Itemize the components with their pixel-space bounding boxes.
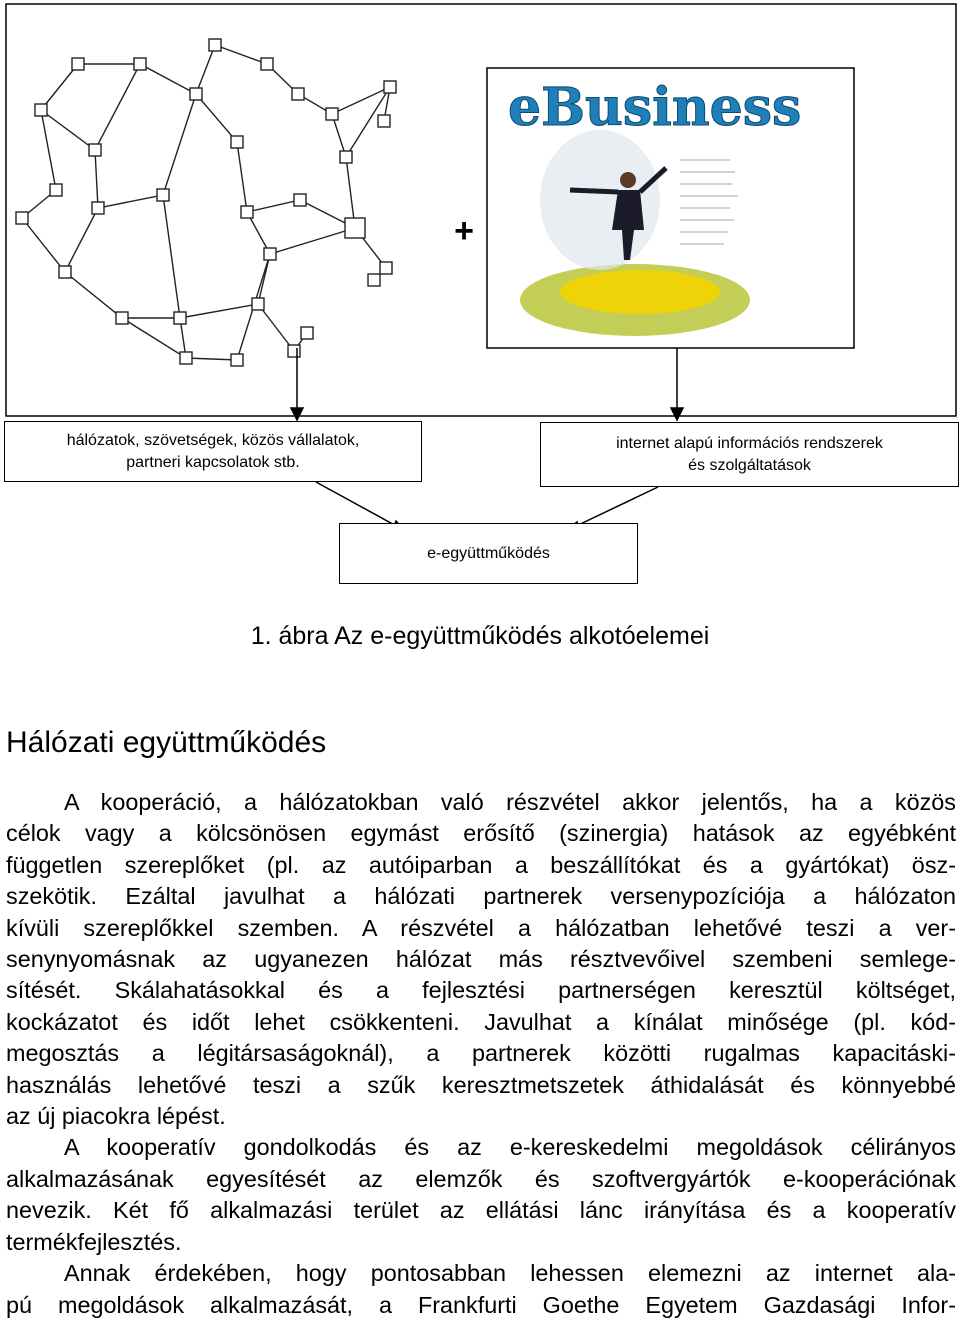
body-line: pú megoldások alkalmazását, a Frankfurti Goethe Egyetem Gazdasági Infor- [6, 1291, 956, 1318]
figure-svg [0, 0, 960, 600]
section-heading: Hálózati együttműködés [6, 726, 327, 759]
body-line: megosztás a légitársaságoknál), a partnerek közötti rugalmas kapacitáski- [6, 1040, 956, 1067]
section-body [6, 787, 956, 1321]
network-box-line1: hálózatok, szövetségek, közös vállalatok, [66, 431, 360, 449]
network-box [4, 421, 422, 482]
body-line: A kooperáció, a hálózatokban való részvétel akkor jelentős, ha a közös [64, 789, 956, 815]
body-line: sítését. Skálahatásokkal és a fejlesztési partnerségen keresztül költséget, [6, 977, 956, 1004]
internet-systems-box [540, 422, 959, 487]
body-line: kívüli szereplőkkel szemben. A részvétel a hálózatban lehetővé teszi a ver- [6, 914, 956, 941]
body-line: független szereplőket (pl. az autóiparban a beszállítókat és a gyártókat) ösz- [6, 851, 956, 878]
body-line: senynyomásnak az ugyanezen hálózat más résztvevőivel szembeni semlege- [6, 946, 956, 973]
network-box-line2: partneri kapcsolatok stb. [126, 453, 300, 471]
body-line: termékfejlesztés. [6, 1228, 182, 1255]
internet-box-line2: és szolgáltatások [688, 456, 811, 474]
body-line: az új piacokra lépést. [6, 1103, 226, 1130]
body-line: Annak érdekében, hogy pontosabban lehessen elemezni az internet ala- [64, 1260, 956, 1287]
plus-sign: + [454, 212, 474, 250]
ebusiness-logo-text: eBusiness [508, 77, 802, 138]
internet-box-line1: internet alapú információs rendszerek [616, 434, 883, 452]
e-cooperation-box [339, 523, 638, 584]
figure-diagram [0, 0, 960, 600]
body-line: alkalmazásának egyesítését az elemzők és szoftvergyártók e-kooperációnak [6, 1165, 956, 1192]
network-graph-illustration [22, 45, 390, 360]
body-line: használás lehetővé teszi a szűk keresztmetszetek áthidalását és könnyebbé [6, 1071, 956, 1098]
e-cooperation-label: e-együttműködés [427, 544, 550, 562]
body-line: nevezik. Két fő alkalmazási terület az ellátási lánc irányítása és a kooperatív [6, 1197, 956, 1224]
network-nodes [16, 39, 396, 366]
body-line: A kooperatív gondolkodás és az e-kereskedelmi megoldások célirányos [64, 1134, 956, 1161]
body-line: kockázatot és időt lehet csökkenteni. Javulhat a kínálat minősége (pl. kód- [6, 1008, 956, 1035]
figure-caption: 1. ábra Az e-együttműködés alkotóelemei [250, 622, 710, 650]
ebusiness-image [487, 68, 854, 348]
body-line: célok vagy a kölcsönösen egymást erősítő (szinergia) hatások az egyébként [6, 820, 956, 847]
body-line: szekötik. Ezáltal javulhat a hálózati partnerek versenypozíciója a hálózaton [6, 883, 956, 910]
